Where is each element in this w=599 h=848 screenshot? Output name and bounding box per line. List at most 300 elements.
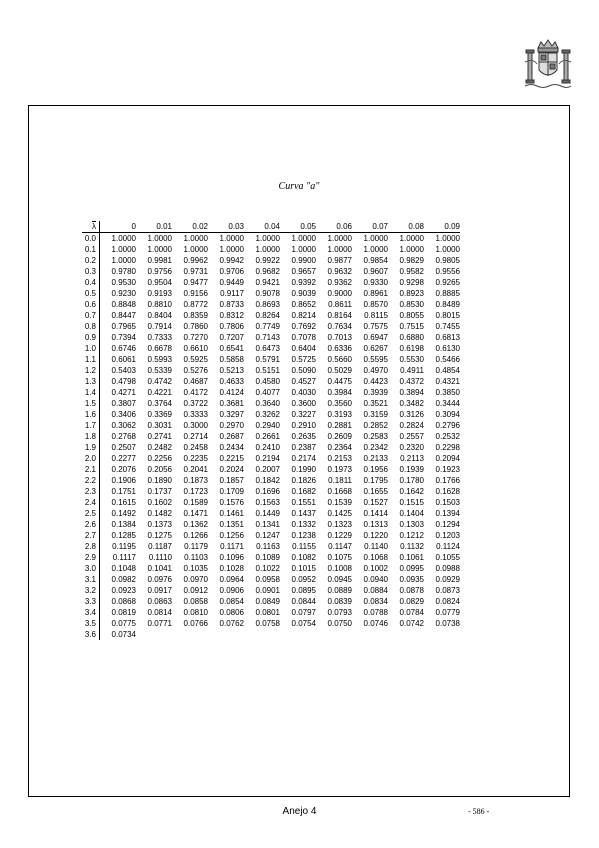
- table-cell: 0.1155: [292, 542, 316, 551]
- table-cell: 0.1628: [435, 487, 460, 496]
- row-label: 1.7: [82, 420, 100, 431]
- table-cell: 0.2056: [147, 465, 172, 474]
- table-row: [82, 442, 460, 453]
- table-cell: 0.1923: [435, 465, 460, 474]
- table-cell: 0.2174: [291, 454, 316, 463]
- table-cell: 0.7515: [399, 322, 424, 331]
- table-cell: 0.2458: [183, 443, 208, 452]
- row-label: 0.0: [82, 233, 100, 245]
- table-cell: 0.2215: [219, 454, 244, 463]
- table-cell: 0.1394: [435, 509, 460, 518]
- table-cell: 0.6947: [363, 333, 388, 342]
- table-cell: 0.0917: [147, 586, 172, 595]
- table-cell: 0.9780: [111, 267, 136, 276]
- table-cell: 0.9156: [183, 289, 208, 298]
- table-row: [82, 244, 460, 255]
- table-cell: 0.7078: [291, 333, 316, 342]
- table-cell: 0.9000: [327, 289, 352, 298]
- table-cell: 0.1332: [291, 520, 316, 529]
- table-cell: 0.2910: [291, 421, 316, 430]
- table-cell: 0.5858: [219, 355, 244, 364]
- table-cell: 0.3369: [147, 410, 172, 419]
- table-cell: 0.1294: [435, 520, 460, 529]
- table-cell: 0.1055: [435, 553, 460, 562]
- table-row: [82, 618, 460, 629]
- row-label: 0.2: [82, 255, 100, 266]
- row-label: 0.5: [82, 288, 100, 299]
- table-row: [82, 574, 460, 585]
- table-cell: 0.9117: [220, 289, 244, 298]
- table-cell: 0.4742: [147, 377, 172, 386]
- row-label: 3.0: [82, 563, 100, 574]
- table-cell: 0.1939: [399, 465, 424, 474]
- column-header: 0: [100, 221, 137, 233]
- row-label: 0.8: [82, 321, 100, 332]
- table-cell: 0.3000: [183, 421, 208, 430]
- page-number: - 586 -: [468, 807, 490, 816]
- table-row: [82, 233, 460, 245]
- table-cell: 0.2007: [255, 465, 280, 474]
- table-cell: 0.6198: [399, 344, 424, 353]
- table-cell: 0.1140: [364, 542, 388, 551]
- table-cell: 0.0901: [255, 586, 280, 595]
- table-cell: 1.0000: [219, 245, 244, 254]
- table-cell: 0.1414: [363, 509, 388, 518]
- table-cell: 0.0982: [111, 575, 136, 584]
- table-cell: 0.2256: [147, 454, 172, 463]
- table-cell: 0.2410: [255, 443, 280, 452]
- table-cell: 0.1195: [112, 542, 136, 551]
- table-cell: 0.8489: [435, 300, 460, 309]
- table-cell: 0.2364: [327, 443, 352, 452]
- table-cell: 0.1503: [435, 498, 460, 507]
- table-cell: 0.1132: [400, 542, 424, 551]
- table-cell: 0.1163: [256, 542, 280, 551]
- table-cell: 0.2796: [435, 421, 460, 430]
- table-cell: 0.1313: [363, 520, 388, 529]
- table-cell: 0.6061: [111, 355, 136, 364]
- table-cell: 0.5403: [111, 366, 136, 375]
- table-cell: 0.2824: [399, 421, 424, 430]
- table-cell: 0.6404: [291, 344, 316, 353]
- table-cell: 0.8885: [435, 289, 460, 298]
- table-cell: 1.0000: [255, 245, 280, 254]
- table-cell: 0.2320: [399, 443, 424, 452]
- table-cell: 0.0988: [435, 564, 460, 573]
- table-cell: 0.2532: [435, 432, 460, 441]
- table-cell: 0.9632: [327, 267, 352, 276]
- column-header: 0.01: [136, 221, 172, 233]
- table-cell: 0.5029: [327, 366, 352, 375]
- table-cell: 0.8164: [327, 311, 352, 320]
- table-cell: 0.9682: [255, 267, 280, 276]
- table-cell: 0.7394: [111, 333, 136, 342]
- table-cell: 0.8055: [399, 311, 424, 320]
- table-cell: 0.8733: [219, 300, 244, 309]
- table-cell: 0.1471: [183, 509, 208, 518]
- row-label: 2.3: [82, 486, 100, 497]
- table-cell: 0.8015: [435, 311, 460, 320]
- table-cell: 0.6678: [147, 344, 172, 353]
- table-cell: 0.3031: [147, 421, 172, 430]
- table-cell: 0.1002: [363, 564, 388, 573]
- table-cell: 0.0929: [435, 575, 460, 584]
- table-cell: 0.1303: [399, 520, 424, 529]
- table-cell: 0.0858: [183, 597, 208, 606]
- table-cell: 0.8312: [219, 311, 244, 320]
- table-cell: 0.6541: [219, 344, 244, 353]
- table-cell: 0.8530: [399, 300, 424, 309]
- table-cell: 0.2687: [219, 432, 244, 441]
- table-cell: 0.5660: [327, 355, 352, 364]
- table-cell: 0.5595: [363, 355, 388, 364]
- table-cell: 0.0976: [147, 575, 172, 584]
- table-cell: 0.0868: [111, 597, 136, 606]
- table-cell: 0.6746: [111, 344, 136, 353]
- table-cell: 0.7013: [327, 333, 352, 342]
- table-cell: 0.1041: [147, 564, 172, 573]
- table-cell: 0.2342: [363, 443, 388, 452]
- table-cell: 0.2094: [435, 454, 460, 463]
- table-cell: 0.1103: [184, 553, 208, 562]
- table-row: [82, 530, 460, 541]
- row-label: 2.1: [82, 464, 100, 475]
- table-cell: 0.7806: [219, 322, 244, 331]
- coat-of-arms-icon: [523, 38, 573, 90]
- table-cell: 0.1906: [111, 476, 136, 485]
- table-cell: 0.4221: [147, 388, 172, 397]
- table-cell: 0.0788: [363, 608, 388, 617]
- table-cell: 0.0793: [327, 608, 352, 617]
- table-cell: 0.1285: [111, 531, 136, 540]
- table-cell: 0.2852: [363, 421, 388, 430]
- table-cell: 0.1323: [327, 520, 352, 529]
- table-cell: 0.0771: [147, 619, 172, 628]
- table-cell: 0.7333: [147, 333, 172, 342]
- table-row: [82, 409, 460, 420]
- row-label: 0.9: [82, 332, 100, 343]
- table-cell: 1.0000: [435, 234, 460, 243]
- table-cell: 0.9731: [183, 267, 208, 276]
- table-row: [82, 541, 460, 552]
- table-cell: 0.5993: [147, 355, 172, 364]
- table-cell: 0.0801: [255, 608, 280, 617]
- table-cell: 0.9078: [255, 289, 280, 298]
- table-cell: 0.0970: [183, 575, 208, 584]
- table-cell: 0.7634: [327, 322, 352, 331]
- table-cell: 0.4798: [111, 377, 136, 386]
- table-cell: 0.4077: [255, 388, 280, 397]
- table-row: [82, 508, 460, 519]
- table-cell: 0.1096: [219, 553, 244, 562]
- column-header: 0.02: [172, 221, 208, 233]
- table-cell: 0.1220: [363, 531, 388, 540]
- table-cell: 0.2434: [219, 443, 244, 452]
- table-cell: 0.1362: [183, 520, 208, 529]
- table-cell: 0.4527: [291, 377, 316, 386]
- table-cell: 0.1068: [363, 553, 388, 562]
- table-cell: 0.1811: [328, 476, 352, 485]
- table-cell: 0.6336: [327, 344, 352, 353]
- table-cell: 0.3807: [111, 399, 136, 408]
- table-cell: 0.5090: [291, 366, 316, 375]
- row-label: 2.0: [82, 453, 100, 464]
- table-cell: 0.9362: [327, 278, 352, 287]
- table-cell: 0.1341: [255, 520, 280, 529]
- table-cell: 0.0829: [399, 597, 424, 606]
- table-row: [82, 464, 460, 475]
- table-cell: 0.9877: [327, 256, 352, 265]
- table-cell: 0.0754: [291, 619, 316, 628]
- table-cell: 0.1973: [327, 465, 352, 474]
- table-cell: 0.1229: [327, 531, 352, 540]
- table-cell: 0.1247: [255, 531, 280, 540]
- table-row: [82, 365, 460, 376]
- table-cell: 0.0964: [219, 575, 244, 584]
- table-cell: 0.9039: [291, 289, 316, 298]
- table-row: [82, 486, 460, 497]
- table-cell: 0.9193: [147, 289, 172, 298]
- table-cell: 0.0844: [291, 597, 316, 606]
- table-cell: 0.1449: [255, 509, 280, 518]
- table-row: [82, 519, 460, 530]
- row-label: 2.6: [82, 519, 100, 530]
- table-cell: 0.6880: [399, 333, 424, 342]
- table-cell: 0.3640: [255, 399, 280, 408]
- table-cell: 0.1795: [363, 476, 388, 485]
- table-cell: 0.1028: [219, 564, 244, 573]
- table-cell: 0.1256: [219, 531, 244, 540]
- table-cell: 0.6130: [435, 344, 460, 353]
- table-cell: 1.0000: [327, 234, 352, 243]
- table-row: [82, 497, 460, 508]
- table-cell: 0.3094: [435, 410, 460, 419]
- table-cell: 0.0895: [291, 586, 316, 595]
- table-cell: 1.0000: [291, 234, 316, 243]
- table-row: [82, 255, 460, 266]
- table-cell: 0.1061: [399, 553, 424, 562]
- table-cell: 0.1124: [436, 542, 460, 551]
- row-label: 1.8: [82, 431, 100, 442]
- table-cell: 0.1351: [219, 520, 244, 529]
- table-cell: 0.0995: [399, 564, 424, 573]
- table-cell: 0.3600: [291, 399, 316, 408]
- table-cell: 0.4475: [327, 377, 352, 386]
- table-cell: 0.0952: [291, 575, 316, 584]
- table-cell: 0.1110: [148, 553, 172, 562]
- table-cell: 0.1008: [327, 564, 352, 573]
- table-cell: 0.8848: [111, 300, 136, 309]
- footer-label: Anejo 4: [282, 806, 317, 817]
- table-cell: 0.1515: [399, 498, 424, 507]
- table-cell: 0.1082: [291, 553, 316, 562]
- table-cell: 0.9265: [435, 278, 460, 287]
- row-label: 2.9: [82, 552, 100, 563]
- table-cell: 0.1655: [363, 487, 388, 496]
- table-cell: 0.0819: [111, 608, 136, 617]
- table-cell: 0.1492: [111, 509, 136, 518]
- table-cell: 0.2635: [291, 432, 316, 441]
- table-row: [82, 607, 460, 618]
- table-cell: 0.5151: [255, 366, 280, 375]
- content-frame: [28, 105, 570, 797]
- table-cell: 0.4970: [363, 366, 388, 375]
- row-label: 2.2: [82, 475, 100, 486]
- table-cell: 0.8115: [364, 311, 388, 320]
- table-row: [82, 376, 460, 387]
- table-row: [82, 277, 460, 288]
- table-cell: 0.1015: [291, 564, 316, 573]
- table-cell: 0.4423: [363, 377, 388, 386]
- table-row: [82, 585, 460, 596]
- table-cell: 0.0940: [363, 575, 388, 584]
- table-cell: 0.3062: [111, 421, 136, 430]
- table-cell: 0.8611: [328, 300, 352, 309]
- table-cell: 0.0766: [183, 619, 208, 628]
- table-cell: 0.8359: [183, 311, 208, 320]
- table-cell: 0.1751: [111, 487, 136, 496]
- table-cell: 0.9756: [147, 267, 172, 276]
- table-row: [82, 310, 460, 321]
- table-cell: 1.0000: [111, 245, 136, 254]
- table-cell: 0.7914: [147, 322, 172, 331]
- table-cell: 0.0746: [363, 619, 388, 628]
- table-cell: 0.2113: [400, 454, 424, 463]
- table-cell: 0.0806: [219, 608, 244, 617]
- table-cell: 1.0000: [219, 234, 244, 243]
- table-cell: 0.8214: [291, 311, 316, 320]
- table-cell: 0.3560: [327, 399, 352, 408]
- table-cell: 0.1766: [435, 476, 460, 485]
- table-cell: 1.0000: [435, 245, 460, 254]
- row-label: 3.2: [82, 585, 100, 596]
- table-cell: 0.2940: [255, 421, 280, 430]
- table-cell: 0.2583: [363, 432, 388, 441]
- table-cell: 1.0000: [183, 245, 208, 254]
- table-cell: 0.3333: [183, 410, 208, 419]
- table-cell: 0.5213: [219, 366, 244, 375]
- table-cell: 0.6813: [435, 333, 460, 342]
- table-cell: 0.2507: [111, 443, 136, 452]
- table-cell: 0.7455: [435, 322, 460, 331]
- table-cell: 0.1171: [220, 542, 244, 551]
- column-header: 0.06: [316, 221, 352, 233]
- row-label: 3.4: [82, 607, 100, 618]
- table-cell: 0.5925: [183, 355, 208, 364]
- table-cell: 0.2298: [435, 443, 460, 452]
- table-cell: 0.4911: [400, 366, 424, 375]
- row-label: 3.5: [82, 618, 100, 629]
- table-cell: 0.8810: [147, 300, 172, 309]
- table-cell: 1.0000: [255, 234, 280, 243]
- table-row: [82, 343, 460, 354]
- column-header: 0.03: [208, 221, 244, 233]
- table-cell: 1.0000: [399, 245, 424, 254]
- table-cell: 0.2482: [147, 443, 172, 452]
- row-label: 0.7: [82, 310, 100, 321]
- table-cell: 0.1275: [147, 531, 172, 540]
- table-cell: 0.0839: [327, 597, 352, 606]
- table-cell: 1.0000: [363, 234, 388, 243]
- table-row: [82, 629, 460, 640]
- table-cell: 0.1461: [219, 509, 244, 518]
- table-cell: 0.9530: [111, 278, 136, 287]
- table-cell: 0.0824: [435, 597, 460, 606]
- table-cell: 0.9829: [399, 256, 424, 265]
- table-cell: 0.2194: [255, 454, 280, 463]
- table-cell: 0.4580: [255, 377, 280, 386]
- table-cell: 0.7965: [111, 322, 136, 331]
- table-cell: 0.5276: [183, 366, 208, 375]
- table-cell: 0.8652: [291, 300, 316, 309]
- table-cell: 0.2133: [363, 454, 388, 463]
- table-cell: 0.0834: [363, 597, 388, 606]
- table-cell: 1.0000: [291, 245, 316, 254]
- table-row: [82, 266, 460, 277]
- table-cell: 0.4030: [291, 388, 316, 397]
- table-cell: 0.0935: [399, 575, 424, 584]
- table-cell: 0.1212: [399, 531, 424, 540]
- table-cell: 0.2714: [183, 432, 208, 441]
- table-cell: 0.4172: [183, 388, 208, 397]
- row-label: 1.3: [82, 376, 100, 387]
- table-cell: 0.3681: [219, 399, 244, 408]
- table-cell: 0.0945: [327, 575, 352, 584]
- table-cell: 0.0775: [111, 619, 136, 628]
- table-cell: 0.3764: [147, 399, 172, 408]
- table-cell: 0.1873: [183, 476, 208, 485]
- table-cell: 0.0889: [327, 586, 352, 595]
- table-cell: 0.1075: [327, 553, 352, 562]
- table-cell: 0.0734: [111, 630, 136, 639]
- table-cell: 0.1425: [327, 509, 352, 518]
- row-label: 1.5: [82, 398, 100, 409]
- table-cell: 0.1615: [111, 498, 136, 507]
- column-header: 0.07: [352, 221, 388, 233]
- row-label: 0.1: [82, 244, 100, 255]
- table-cell: 0.8772: [183, 300, 208, 309]
- table-cell: 0.9298: [399, 278, 424, 287]
- table-cell: 0.9556: [435, 267, 460, 276]
- row-label: 0.6: [82, 299, 100, 310]
- table-cell: 1.0000: [111, 256, 136, 265]
- table-cell: 0.1187: [148, 542, 172, 551]
- table-cell: 0.9607: [363, 267, 388, 276]
- table-cell: 0.0758: [255, 619, 280, 628]
- table-cell: 0.9900: [291, 256, 316, 265]
- table-cell: 0.0814: [147, 608, 172, 617]
- table-cell: 0.0878: [399, 586, 424, 595]
- table-cell: 0.3262: [255, 410, 280, 419]
- table-cell: 0.1890: [147, 476, 172, 485]
- table-cell: 0.2609: [327, 432, 352, 441]
- table-cell: 0.0750: [327, 619, 352, 628]
- row-label: 2.5: [82, 508, 100, 519]
- table-cell: 0.3297: [219, 410, 244, 419]
- table-row: [82, 288, 460, 299]
- table-cell: 0.1857: [219, 476, 244, 485]
- table-cell: 0.1437: [291, 509, 316, 518]
- table-cell: 0.9392: [291, 278, 316, 287]
- column-header: 0.09: [424, 221, 460, 233]
- table-cell: 0.1482: [147, 509, 172, 518]
- table-cell: 0.2768: [111, 432, 136, 441]
- row-label: 2.7: [82, 530, 100, 541]
- table-cell: 0.7207: [219, 333, 244, 342]
- column-header: 0.08: [388, 221, 424, 233]
- table-cell: 1.0000: [147, 234, 172, 243]
- row-label: 2.4: [82, 497, 100, 508]
